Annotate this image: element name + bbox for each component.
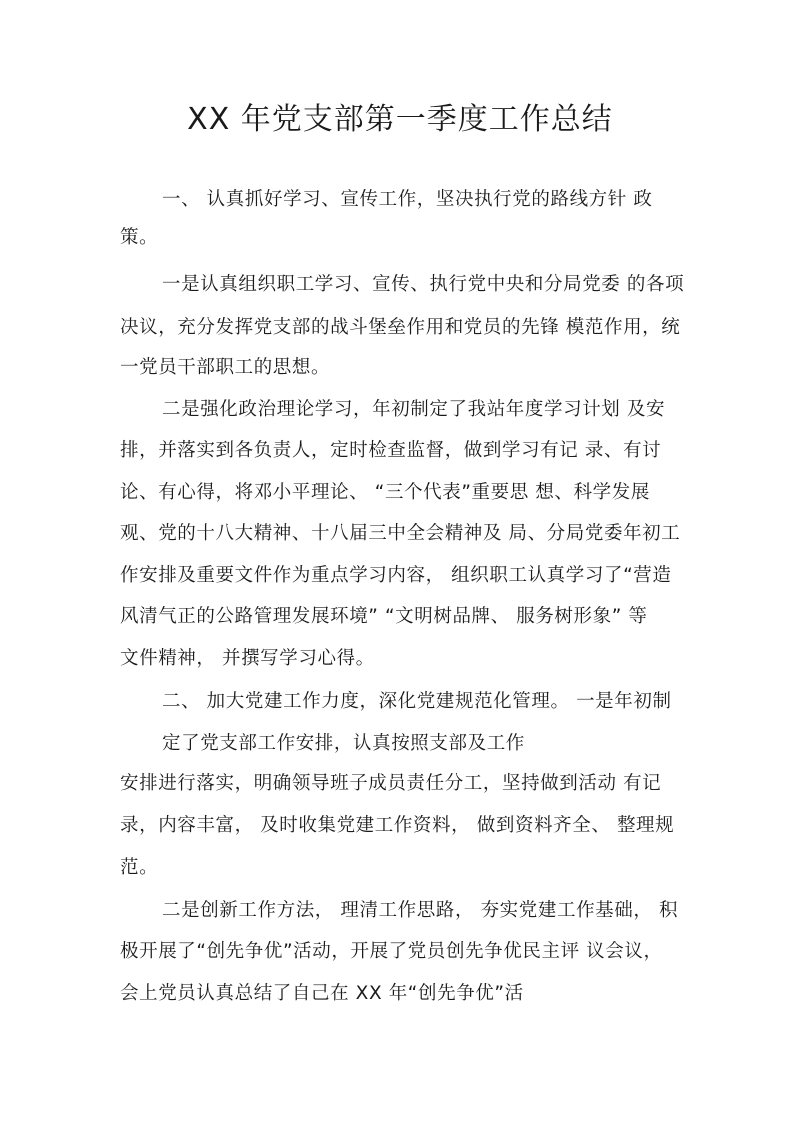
text-line: 策。 [120, 227, 159, 248]
text-line: 二、 加大党建工作力度，深化党建规范化管理。 一是年初制 [162, 691, 672, 712]
page-title: XX 年党支部第一季度工作总结 [187, 102, 613, 137]
text-line: 定了党支部工作安排，认真按照支部及工作 [162, 733, 525, 754]
text-line: 二是强化政治理论学习，年初制定了我站年度学习计划 及安 [162, 399, 666, 420]
text-line: 范。 [120, 857, 159, 878]
text-line: 安排进行落实，明确领导班子成员责任分工，坚持做到活动 有记 [120, 773, 662, 794]
text-line: 论、有心得，将邓小平理论、 “三个代表”重要思 想、科学发展 [120, 482, 650, 503]
text-line: 会上党员认真总结了自己在 XX 年“创先争优”活 [120, 983, 524, 1004]
text-line: 风清气正的公路管理发展环境” “文明树品牌、 服务树形象” 等 [120, 606, 648, 627]
text-line: 录，内容丰富， 及时收集党建工作资料， 做到资料齐全、 整理规 [120, 815, 675, 836]
text-line: 一、 认真抓好学习、宣传工作，坚决执行党的路线方针 政 [162, 189, 653, 210]
text-line: 排，并落实到各负责人，定时检查监督，做到学习有记 录、有讨 [120, 440, 662, 461]
text-line: 文件精神， 并撰写学习心得。 [120, 648, 375, 669]
text-line: 一党员干部职工的思想。 [120, 357, 331, 378]
text-line: 一是认真组织职工学习、宣传、执行党中央和分局党委 的各项 [162, 274, 685, 295]
text-line: 二是创新工作方法， 理清工作思路， 夯实党建工作基础， 积 [162, 900, 679, 921]
text-line: 决议，充分发挥党支部的战斗堡垒作用和党员的先锋 模范作用，统 [120, 317, 681, 338]
text-line: 极开展了“创先争优”活动，开展了党员创先争优民主评 议会议， [120, 941, 663, 962]
text-line: 观、党的十八大精神、十八届三中全会精神及 局、分局党委年初工 [120, 523, 681, 544]
text-line: 作安排及重要文件作为重点学习内容， 组织职工认真学习了“营造 [120, 565, 672, 586]
